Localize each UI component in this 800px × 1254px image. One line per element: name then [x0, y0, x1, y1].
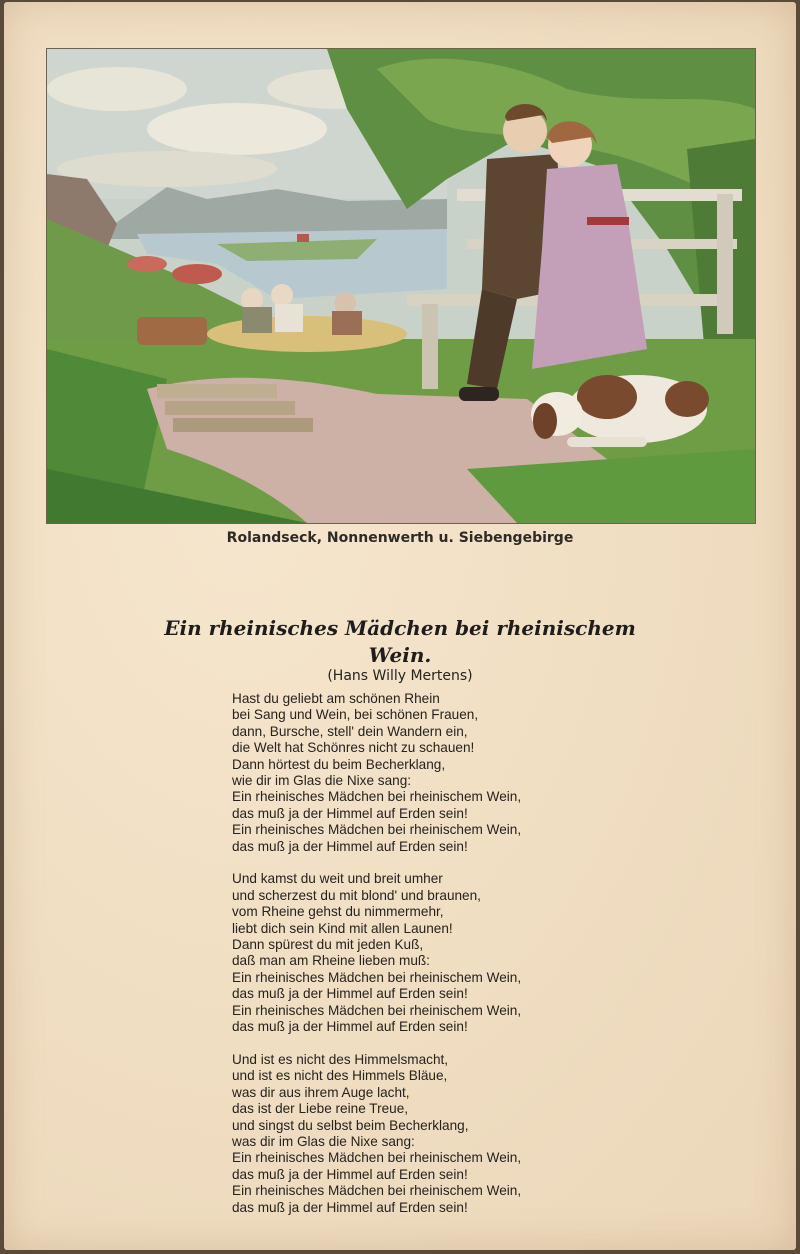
verse-line: daß man am Rheine lieben muß: [232, 953, 430, 969]
roof [172, 264, 222, 284]
verse-line: das muß ja der Himmel auf Erden sein! [232, 1019, 468, 1035]
verse-line: Und kamst du weit und breit umher [232, 871, 443, 887]
verse-line: und singst du selbst beim Becherklang, [232, 1117, 469, 1133]
cloud [57, 151, 277, 187]
verse-line: das muß ja der Himmel auf Erden sein! [232, 986, 468, 1002]
stanza-3 [232, 1052, 652, 1216]
verse-line: die Welt hat Schönres nicht zu schauen! [232, 740, 475, 756]
verse-line: was dir im Glas die Nixe sang: [232, 1133, 415, 1149]
cloud [47, 67, 187, 111]
verse-line: Ein rheinisches Mädchen bei rheinischem Wein, [232, 822, 522, 838]
poem-text [232, 691, 652, 1232]
verse-line: Ein rheinisches Mädchen bei rheinischem Wein, [232, 789, 522, 805]
verse-line: wie dir im Glas die Nixe sang: [232, 773, 412, 789]
stone-steps [157, 384, 277, 398]
verse-line: liebt dich sein Kind mit allen Launen! [232, 920, 453, 936]
verse-line: dann, Bursche, stell' dein Wandern ein, [232, 723, 468, 739]
verse-line: Ein rheinisches Mädchen bei rheinischem Wein, [232, 1183, 522, 1199]
picnic-group [207, 316, 407, 352]
poem-author: (Hans Willy Mertens) [327, 668, 473, 684]
verse-line: das ist der Liebe reine Treue, [232, 1101, 409, 1117]
verse-line: und ist es nicht des Himmels Bläue, [232, 1068, 448, 1084]
verse-line: das muß ja der Himmel auf Erden sein! [232, 805, 468, 821]
verse-line: Und ist es nicht des Himmelsmacht, [232, 1051, 449, 1067]
picture-caption: Rolandseck, Nonnenwerth u. Siebengebirge [226, 530, 574, 546]
verse-line: Ein rheinisches Mädchen bei rheinischem Wein, [232, 1002, 522, 1018]
verse-line: und scherzest du mit blond' und braunen, [232, 887, 481, 903]
verse-line: bei Sang und Wein, bei schönen Frauen, [232, 707, 479, 723]
postcard [4, 2, 796, 1250]
stanza-1 [232, 691, 652, 855]
verse-line: vom Rheine gehst du nimmermehr, [232, 904, 444, 920]
cloud [147, 103, 327, 155]
stanza-2 [232, 871, 652, 1035]
basket [137, 317, 207, 345]
verse-line: Dann hörtest du beim Becherklang, [232, 756, 446, 772]
verse-line: Dann spürest du mit jeden Kuß, [232, 937, 424, 953]
island-building [297, 234, 309, 242]
verse-line: Hast du geliebt am schönen Rhein [232, 691, 440, 706]
verse-line: das muß ja der Himmel auf Erden sein! [232, 1199, 468, 1215]
verse-line: das muß ja der Himmel auf Erden sein! [232, 838, 468, 854]
poem-title: Ein rheinisches Mädchen bei rheinischem Wein. [164, 616, 636, 667]
verse-line: das muß ja der Himmel auf Erden sein! [232, 1166, 468, 1182]
illustration [46, 48, 756, 524]
landscape-painting [47, 49, 755, 523]
verse-line: Ein rheinisches Mädchen bei rheinischem Wein, [232, 969, 522, 985]
verse-line: was dir aus ihrem Auge lacht, [232, 1084, 410, 1100]
verse-line: Ein rheinisches Mädchen bei rheinischem Wein, [232, 1150, 522, 1166]
